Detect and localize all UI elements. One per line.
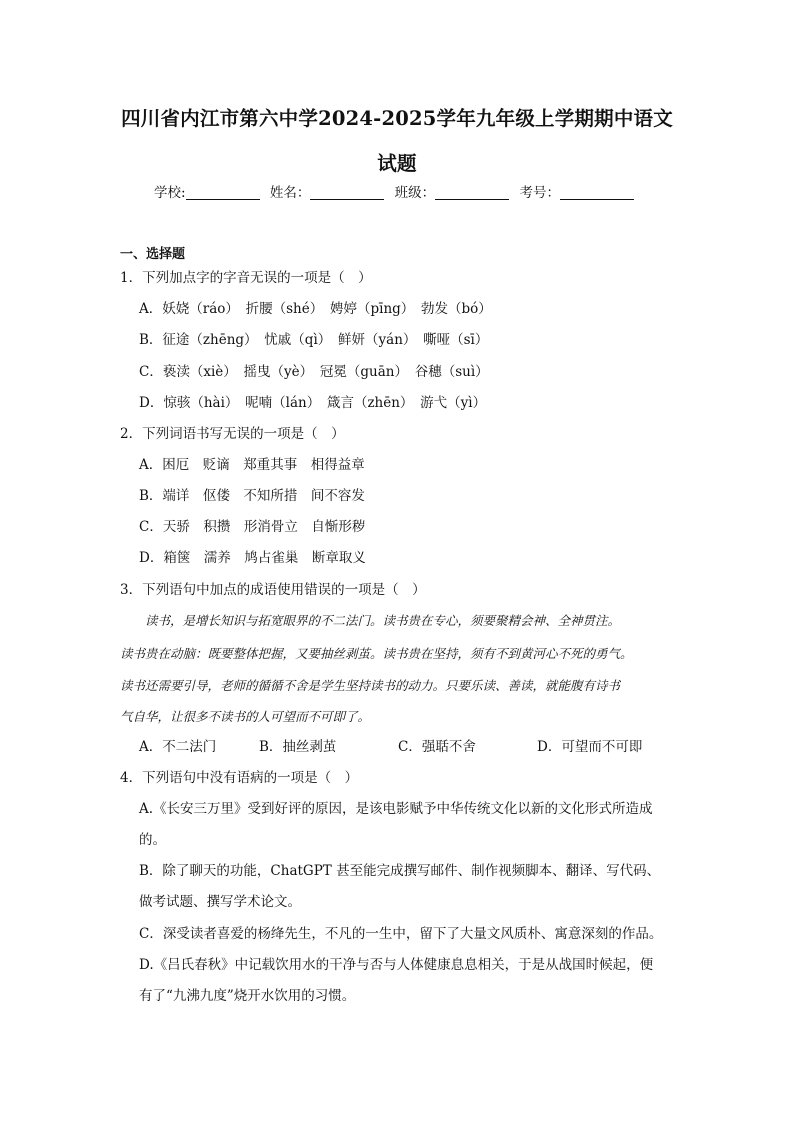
- q2-option-b: B．端详 伛偻 不知所措 间不容发: [139, 488, 365, 504]
- q4-option-d: D.《吕氏春秋》中记载饮用水的干净与否与人体健康息息相关，于是从战国时候起，便: [139, 957, 654, 973]
- q3-stem: 3．下列语句中加点的成语使用错误的一项是（ ）: [120, 582, 426, 598]
- section-heading: 一、选择题: [120, 247, 186, 262]
- q4-option-a-cont: 的。: [139, 832, 166, 848]
- class-label: 班级：: [394, 185, 436, 201]
- q1-stem: 1．下列加点字的字音无误的一项是（ ）: [120, 270, 372, 286]
- exam-title-line1: 四川省内江市第六中学2024-2025学年九年级上学期期中语文: [121, 107, 673, 130]
- q3-option-b: B．抽丝剥茧: [259, 739, 337, 755]
- exam-no-blank[interactable]: [560, 185, 634, 200]
- q3-passage-line: 读书贵在动脑：既要整体把握，又要抽丝剥茧。读书贵在坚持，须有不到黄河心不死的勇气。: [120, 646, 633, 661]
- q4-option-a: A.《长安三万里》受到好评的原因，是该电影赋予中华传统文化以新的文化形式所造成: [139, 801, 653, 817]
- exam-no-label: 考号：: [519, 185, 560, 201]
- q2-option-d: D．箱箧 濡养 鸠占雀巢 断章取义: [139, 550, 366, 566]
- q3-passage-line: 读书还需要引导，老师的循循不舍是学生坚持读书的动力。只要乐读、善读，就能腹有诗书: [120, 678, 621, 693]
- q2-option-c: C．天骄 积攒 形消骨立 自惭形秽: [139, 519, 366, 535]
- q3-option-c: C．强聒不舍: [398, 739, 476, 755]
- q4-option-b-cont: 做考试题、撰写学术论文。: [139, 894, 301, 910]
- q1-option-a: A．妖娆（ráo） 折腰（shé） 娉婷（pīng） 勃发（bó）: [139, 301, 492, 317]
- q3-passage-line: 气自华，让很多不读书的人可望而不可即了。: [120, 709, 371, 724]
- q1-option-c: C．亵渎（xiè） 摇曳（yè） 冠冕（guān） 谷穗（suì）: [139, 364, 489, 380]
- q2-option-a: A．困厄 贬谪 郑重其事 相得益章: [139, 457, 365, 473]
- q4-stem: 4．下列语句中没有语病的一项是（ ）: [120, 770, 359, 786]
- student-info-row: [0, 181, 794, 201]
- name-label: 姓名：: [269, 185, 311, 201]
- exam-title-line2: 试题: [377, 152, 417, 175]
- q4-option-d-cont: 有了“九沸九度”烧开水饮用的习惯。: [139, 988, 356, 1004]
- q4-option-b: B．除了聊天的功能，ChatGPT 甚至能完成撰写邮件、制作视频脚本、翻译、写代码、: [139, 863, 661, 879]
- q3-option-d: D．可望而不可即: [537, 739, 643, 755]
- class-blank[interactable]: [435, 185, 509, 200]
- q3-passage-line: 读书，是增长知识与拓宽眼界的不二法门。读书贵在专心，须要聚精会神、全神贯注。: [120, 613, 621, 628]
- q1-option-b: B．征途（zhēng） 忧戚（qì） 鲜妍（yán） 嘶哑（sī）: [139, 332, 489, 348]
- school-label: 学校:: [154, 185, 186, 201]
- q4-option-c: C．深受读者喜爱的杨绛先生，不凡的一生中，留下了大量文风质朴、寓意深刻的作品。: [139, 926, 663, 942]
- q3-option-a: A．不二法门: [139, 739, 217, 755]
- q1-option-d: D．惊骇（hài） 呢喃（lán） 箴言（zhēn） 游弋（yì）: [139, 395, 487, 411]
- q2-stem: 2．下列词语书写无误的一项是（ ）: [120, 426, 345, 442]
- name-blank[interactable]: [310, 185, 384, 200]
- school-blank[interactable]: [186, 185, 260, 200]
